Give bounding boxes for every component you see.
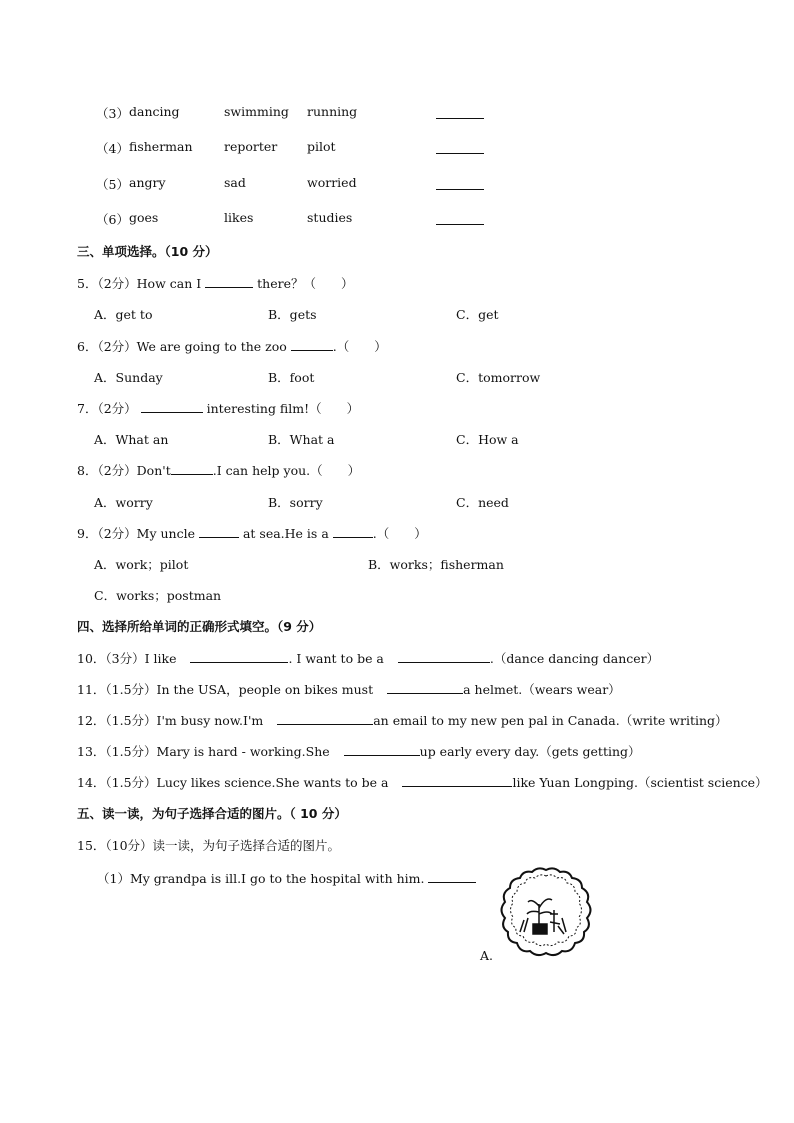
question-14: [77, 773, 768, 791]
answer-blank[interactable]: [436, 141, 484, 154]
word-option: goes: [129, 210, 159, 225]
answer-blank[interactable]: [436, 177, 484, 190]
question-text: 11．（1.5分）In the USA，people on bikes must: [77, 682, 374, 697]
word-option: pilot: [307, 139, 336, 154]
picture-option-a[interactable]: [494, 866, 598, 958]
row-number: （6）: [96, 212, 129, 227]
question-6: [77, 337, 387, 355]
answer-blank[interactable]: [344, 743, 420, 756]
question-text: .I can help you.（ ）: [212, 463, 361, 478]
question-7: [77, 399, 359, 417]
question-text: . I want to be a: [288, 651, 384, 666]
answer-blank[interactable]: [277, 712, 373, 725]
question-text: .（dance dancing dancer）: [489, 651, 660, 666]
word-option: worried: [307, 175, 357, 190]
question-13: [77, 742, 641, 760]
picture-option-a-label: A.: [480, 948, 494, 963]
question-text: at sea.He is a: [242, 526, 329, 541]
option-a[interactable]: A．work；pilot: [94, 557, 189, 572]
question-12: [77, 711, 728, 729]
question-text: 7．（2分）: [77, 401, 137, 416]
word-option: likes: [224, 210, 254, 225]
section-five-title: 五、读一读，为句子选择合适的图片。（ 10 分）: [77, 806, 347, 821]
question-text: a helmet.（wears wear）: [463, 682, 621, 697]
question-text: （1）My grandpa is ill.I go to the hospital with him.: [97, 871, 425, 886]
answer-blank[interactable]: [436, 106, 484, 119]
question-text: there？（ ）: [257, 276, 354, 291]
option-c[interactable]: C．works；postman: [94, 588, 222, 603]
question-text: 14．（1.5分）Lucy likes science.She wants to be a: [77, 775, 389, 790]
answer-blank[interactable]: [428, 870, 476, 883]
word-option: swimming: [224, 104, 289, 119]
word-option: reporter: [224, 139, 278, 154]
question-text: an email to my new pen pal in Canada.（write writing）: [373, 713, 728, 728]
answer-blank[interactable]: [387, 681, 463, 694]
question-text: .（ ）: [332, 339, 387, 354]
section-three-title: 三、单项选择。（10 分）: [77, 244, 218, 259]
question-15-title: 15．（10分）读一读，为句子选择合适的图片。: [77, 838, 341, 853]
option-a[interactable]: A．What an: [94, 432, 169, 447]
word-option: running: [307, 104, 358, 119]
question-text: .（ ）: [372, 526, 427, 541]
answer-blank[interactable]: [436, 212, 484, 225]
word-option: fisherman: [129, 139, 193, 154]
row-number: （5）: [96, 177, 129, 192]
answer-blank[interactable]: [333, 525, 373, 538]
word-option: angry: [129, 175, 166, 190]
option-c[interactable]: C．tomorrow: [456, 370, 541, 385]
question-text: like Yuan Longping.（scientist science）: [512, 775, 768, 790]
question-text: 5．（2分）How can I: [77, 276, 202, 291]
option-a[interactable]: A．Sunday: [94, 370, 163, 385]
answer-blank[interactable]: [190, 650, 288, 663]
question-text: 12．（1.5分）I'm busy now.I'm: [77, 713, 264, 728]
question-text: up early every day.（gets getting）: [419, 744, 641, 759]
question-10: [77, 649, 659, 667]
option-c[interactable]: C．get: [456, 307, 499, 322]
question-text: 9．（2分）My uncle: [77, 526, 195, 541]
word-option: sad: [224, 175, 246, 190]
question-15-item-1: [97, 869, 476, 887]
option-b[interactable]: B．works；fisherman: [368, 557, 504, 572]
option-b[interactable]: B．gets: [268, 307, 317, 322]
option-a[interactable]: A．get to: [94, 307, 153, 322]
option-c[interactable]: C．need: [456, 495, 509, 510]
question-5: [77, 274, 354, 292]
answer-blank[interactable]: [141, 400, 203, 413]
option-b[interactable]: B．What a: [268, 432, 335, 447]
option-b[interactable]: B．foot: [268, 370, 315, 385]
row-number: （3）: [96, 106, 129, 121]
section-four-title: 四、选择所给单词的正确形式填空。（9 分）: [77, 619, 322, 634]
option-c[interactable]: C．How a: [456, 432, 519, 447]
question-9: [77, 524, 427, 542]
word-option: dancing: [129, 104, 180, 119]
question-text: 8．（2分）Don't: [77, 463, 171, 478]
question-text: 13．（1.5分）Mary is hard - working.She: [77, 744, 330, 759]
answer-blank[interactable]: [171, 462, 213, 475]
question-text: 10．（3分）I like: [77, 651, 177, 666]
answer-blank[interactable]: [205, 275, 253, 288]
option-a[interactable]: A．worry: [94, 495, 153, 510]
answer-blank[interactable]: [402, 774, 512, 787]
question-text: 6．（2分）We are going to the zoo: [77, 339, 287, 354]
answer-blank[interactable]: [291, 338, 333, 351]
question-text: interesting film!（ ）: [206, 401, 360, 416]
option-b[interactable]: B．sorry: [268, 495, 323, 510]
row-number: （4）: [96, 141, 129, 156]
plant-icon: [520, 899, 566, 934]
question-11: [77, 680, 621, 698]
answer-blank[interactable]: [398, 650, 490, 663]
answer-blank[interactable]: [199, 525, 239, 538]
question-8: [77, 461, 360, 479]
word-option: studies: [307, 210, 353, 225]
